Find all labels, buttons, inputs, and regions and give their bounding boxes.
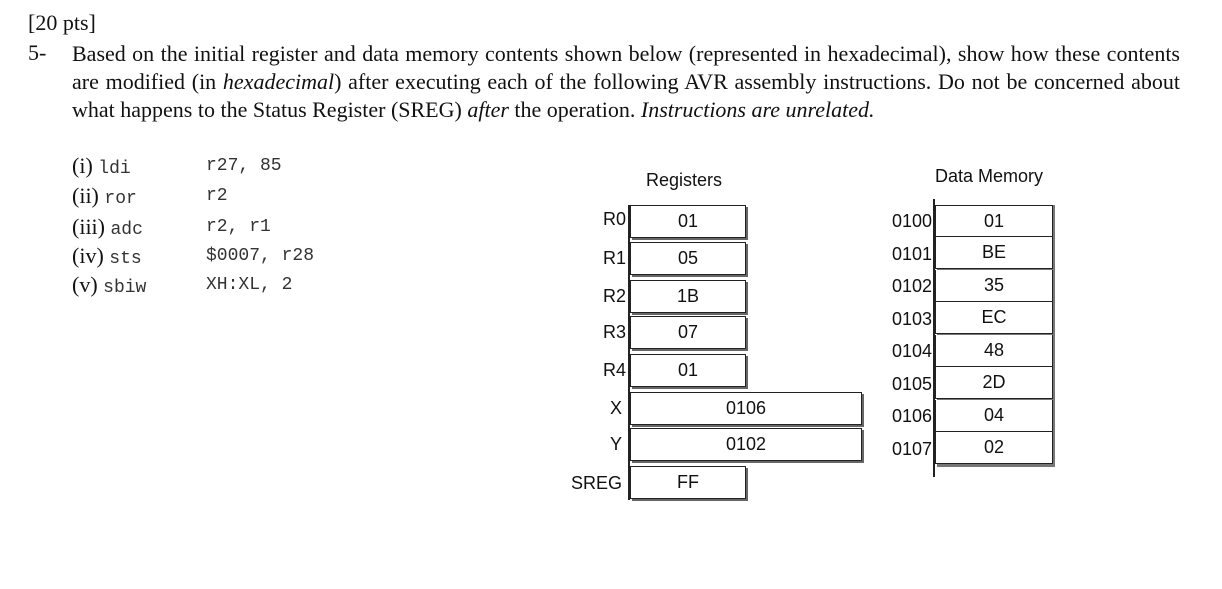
problem-text-3: the operation. <box>508 97 641 122</box>
memory-address: 0102 <box>891 276 932 296</box>
instruction-opcode: ror <box>104 189 137 209</box>
register-value-r2: 1B <box>630 280 746 313</box>
register-value-sreg: FF <box>630 466 746 499</box>
instruction-label: (i) <box>72 153 93 178</box>
instruction-opcode: sbiw <box>103 278 147 298</box>
question-number: 5- <box>28 40 47 65</box>
memory-address: 0106 <box>891 406 932 426</box>
instruction-item <box>72 183 228 211</box>
memory-address: 0105 <box>891 374 932 394</box>
instruction-item <box>72 272 293 300</box>
register-label-x: X <box>609 398 622 418</box>
registers-title: Registers <box>646 170 723 190</box>
register-value-r1: 05 <box>630 242 746 275</box>
register-label-r4: R4 <box>602 360 626 380</box>
problem-emphasis-3: Instructions are unrelated. <box>640 97 875 122</box>
register-value-r3: 07 <box>630 316 746 349</box>
instruction-opcode: sts <box>109 249 142 269</box>
register-label-r0: R0 <box>602 209 626 229</box>
problem-emphasis-2: after <box>467 97 509 122</box>
register-value-r4: 01 <box>630 354 746 387</box>
memory-cell: 48 <box>935 335 1053 367</box>
instruction-operands: XH:XL, 2 <box>206 275 293 295</box>
register-value-r0: 01 <box>630 205 746 238</box>
instruction-operands: $0007, r28 <box>206 246 315 266</box>
instruction-label: (iv) <box>72 243 104 268</box>
instruction-opcode: ldi <box>98 159 131 179</box>
memory-cell: 35 <box>935 270 1053 302</box>
data-memory-title: Data Memory <box>935 166 1044 186</box>
register-label-r3: R3 <box>602 322 626 342</box>
memory-address: 0104 <box>891 341 932 361</box>
problem-text-2: ) after executing each of the following AVR assembly instructions. Do not be concerned about what happens to the Status Register (SREG) <box>72 69 1180 122</box>
memory-address: 0101 <box>891 244 932 264</box>
instruction-operands: r2 <box>206 186 228 206</box>
memory-cell: 01 <box>935 205 1053 237</box>
instruction-item <box>72 243 315 271</box>
problem-text-1: Based on the initial register and data memory contents shown below (represented in hexadecimal), show how these contents are modified (in <box>72 41 1180 94</box>
register-value-y: 0102 <box>630 428 862 461</box>
register-label-sreg: SREG <box>570 473 622 493</box>
instruction-item <box>72 214 271 242</box>
memory-address: 0100 <box>891 211 932 231</box>
instruction-label: (iii) <box>72 214 105 239</box>
memory-cell: 02 <box>935 432 1053 464</box>
memory-cell: EC <box>935 302 1053 334</box>
memory-cell: 04 <box>935 400 1053 432</box>
memory-cell: BE <box>935 237 1053 269</box>
points-label: [20 pts] <box>28 10 96 35</box>
problem-emphasis-1: hexadecimal <box>222 69 335 94</box>
instruction-item <box>72 153 282 181</box>
memory-cell: 2D <box>935 367 1053 399</box>
register-value-x: 0106 <box>630 392 862 425</box>
instruction-opcode: adc <box>110 220 143 240</box>
instruction-operands: r27, 85 <box>206 156 282 176</box>
register-label-r2: R2 <box>602 286 626 306</box>
memory-address: 0103 <box>891 309 932 329</box>
problem-statement <box>72 40 1180 124</box>
instruction-label: (ii) <box>72 183 99 208</box>
instruction-label: (v) <box>72 272 98 297</box>
register-label-y: Y <box>609 434 622 454</box>
instruction-operands: r2, r1 <box>206 217 271 237</box>
register-label-r1: R1 <box>602 248 626 268</box>
memory-address: 0107 <box>891 439 932 459</box>
